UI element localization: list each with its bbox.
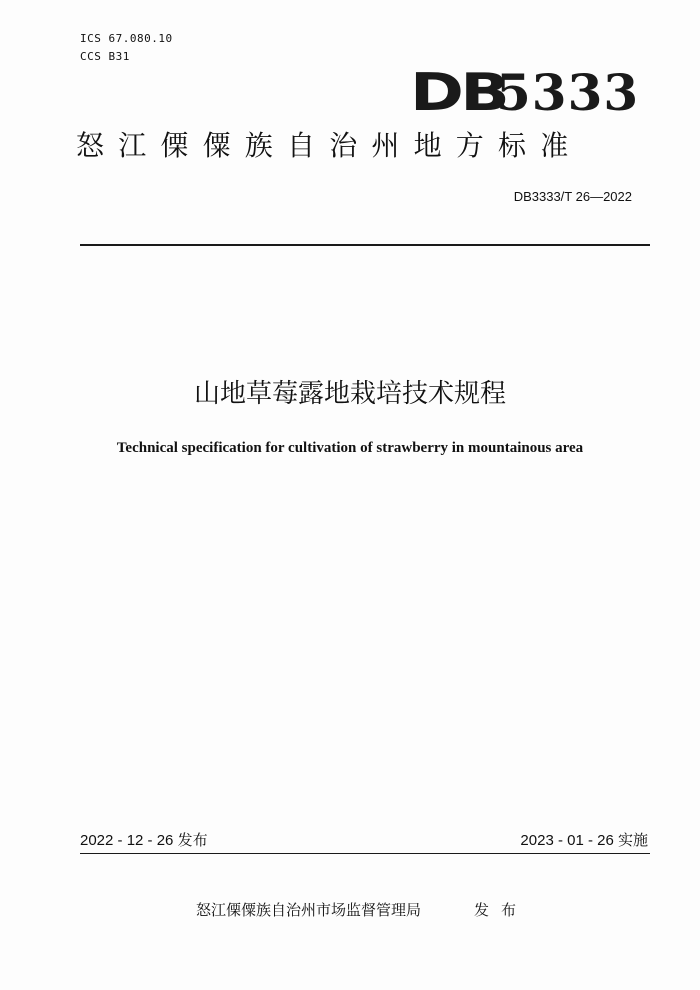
bottom-divider bbox=[80, 853, 650, 854]
classification-codes bbox=[80, 30, 173, 66]
standard-code: DB3333/T 26—2022 bbox=[513, 189, 632, 204]
top-divider bbox=[80, 244, 650, 246]
publisher-action: 发布 bbox=[474, 901, 529, 919]
document-title-chinese: 山地草莓露地栽培技术规程 bbox=[193, 379, 506, 409]
db-logo-mark: DB bbox=[410, 63, 507, 123]
standard-type-heading: 怒江傈僳族自治州地方标准 bbox=[76, 129, 583, 162]
ccs-code: CCS B31 bbox=[80, 50, 130, 63]
ics-code: ICS 67.080.10 bbox=[80, 32, 173, 45]
document-title-english: Technical specification for cultivation of strawberry in mountainous area bbox=[116, 440, 584, 456]
db-logo bbox=[410, 63, 640, 123]
publisher-name: 怒江傈僳族自治州市场监督管理局 bbox=[196, 901, 422, 919]
db-logo-number: 5333 bbox=[496, 63, 640, 122]
implementation-date: 2023 - 01 - 26 实施 bbox=[520, 832, 648, 849]
issue-date: 2022 - 12 - 26 发布 bbox=[80, 832, 208, 849]
